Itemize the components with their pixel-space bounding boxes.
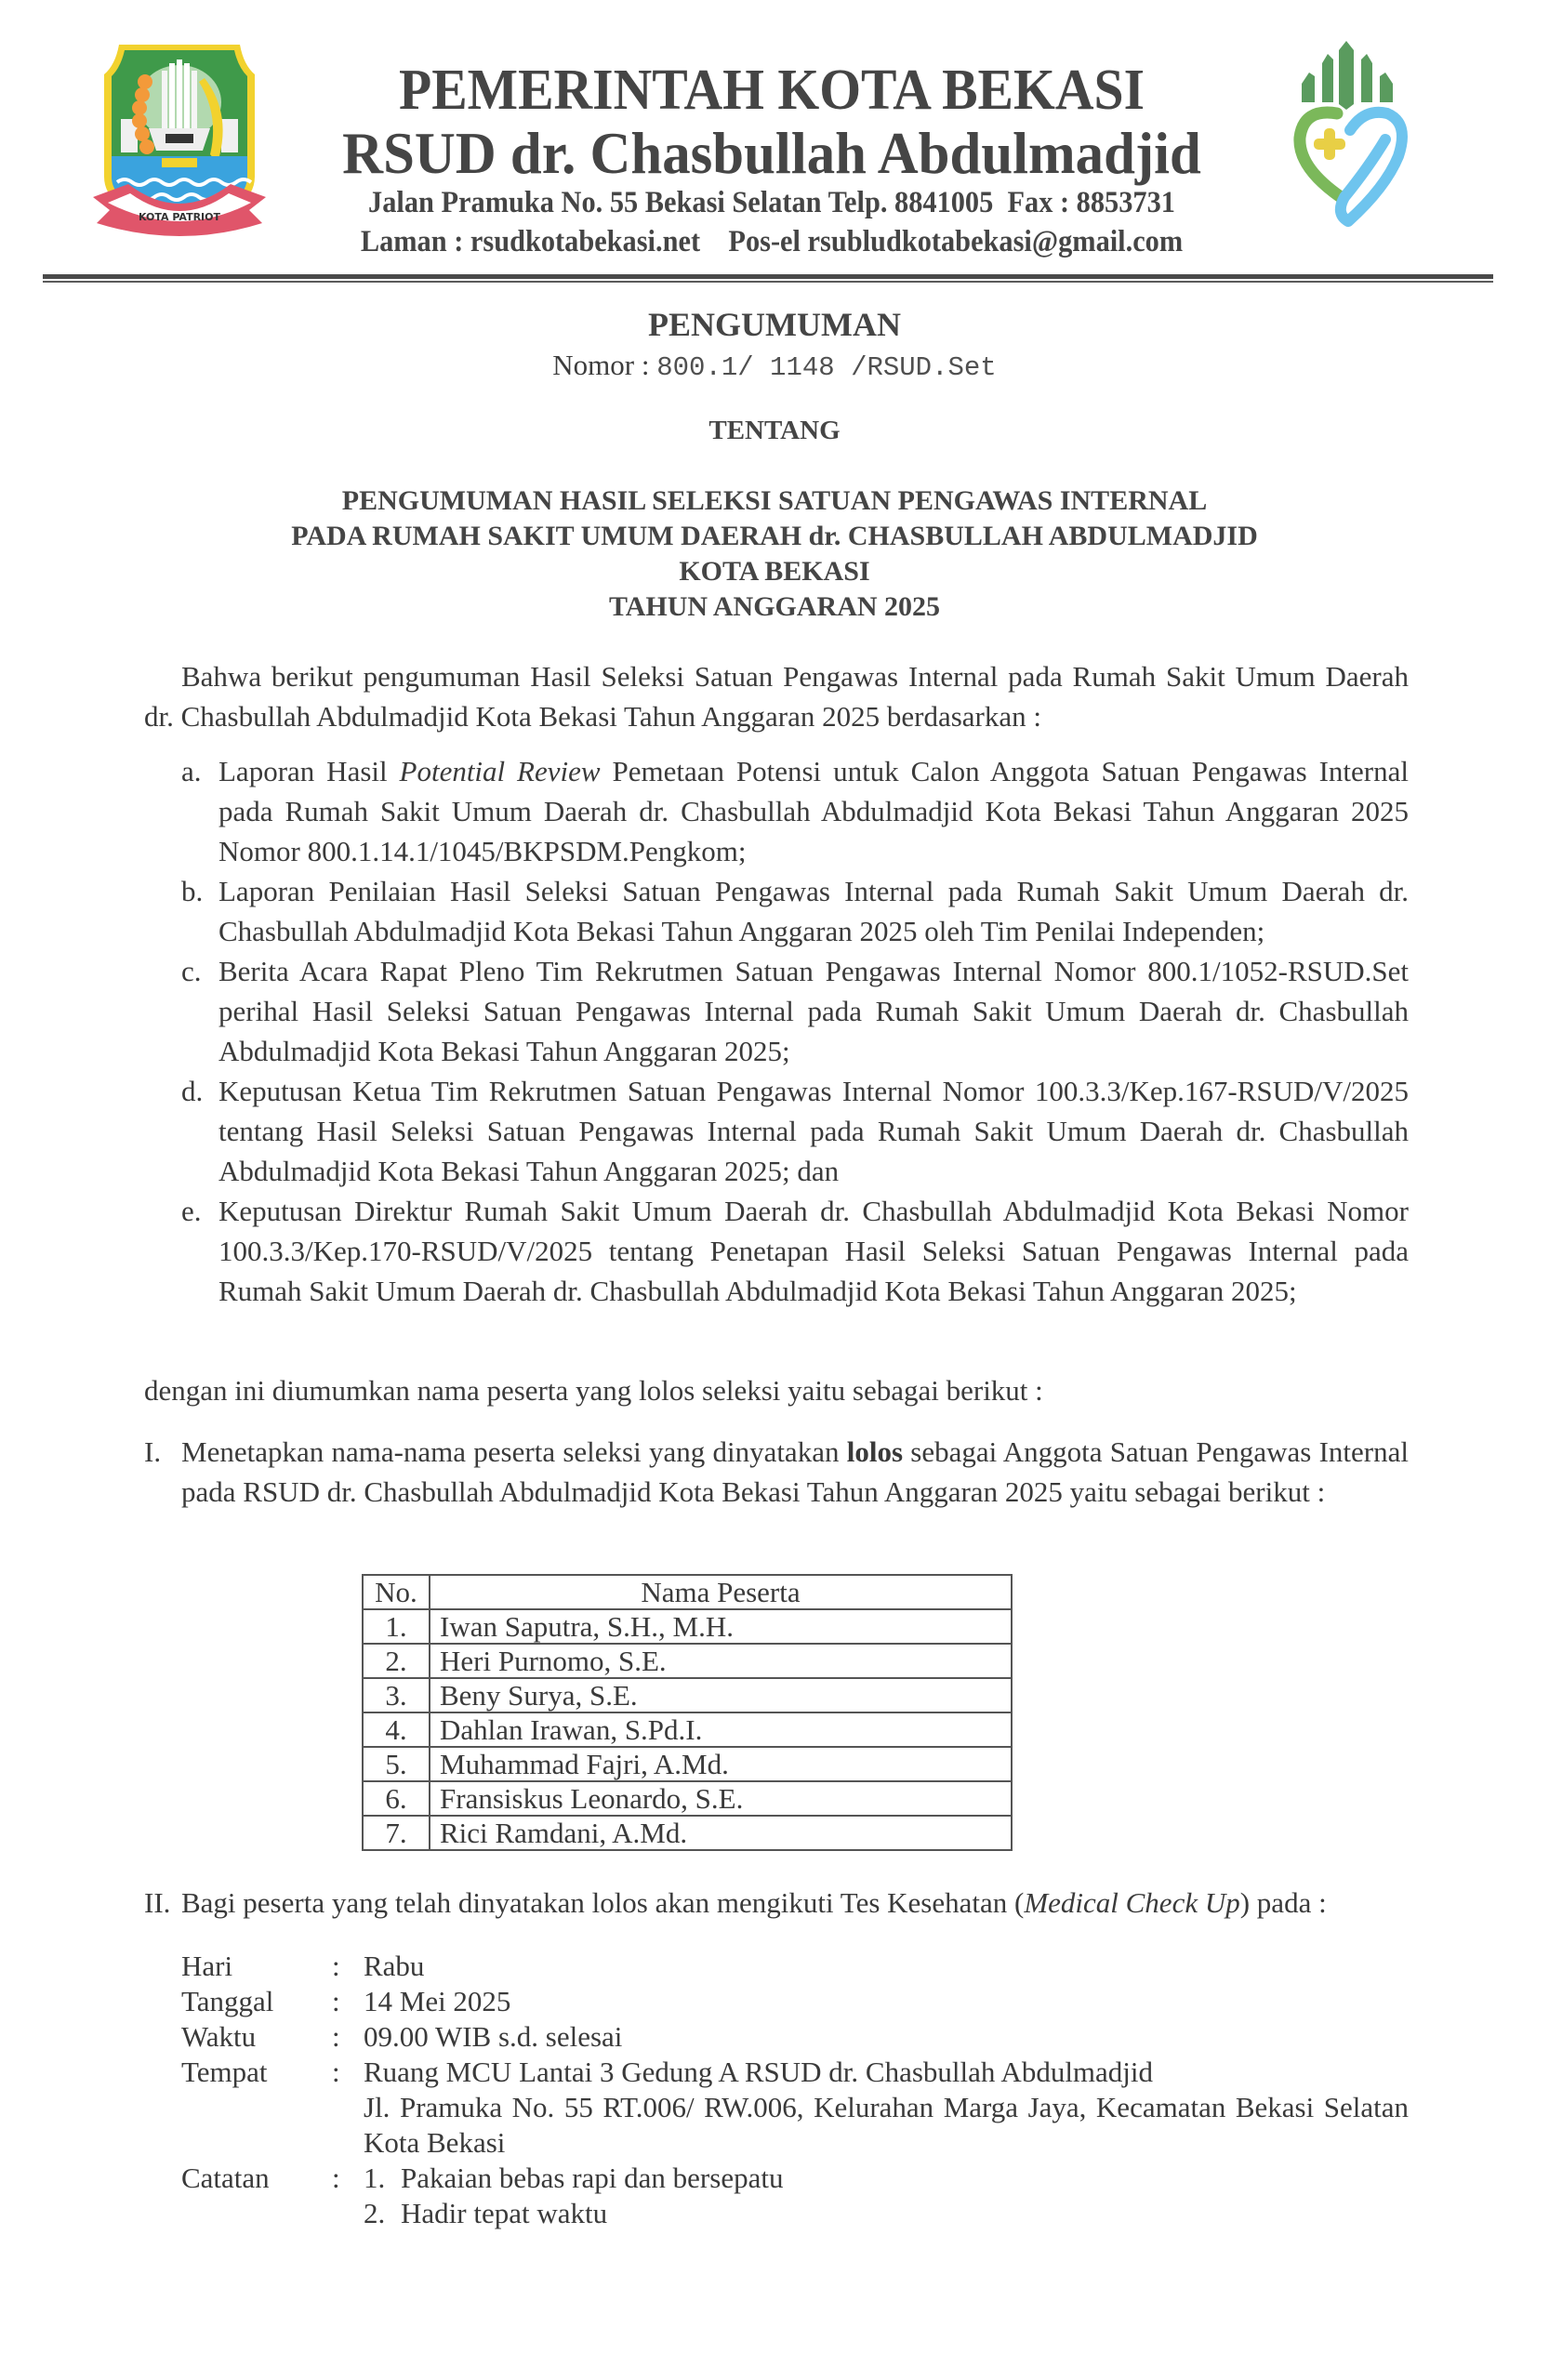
section-text: Bagi peserta yang telah dinyatakan lolos akan mengikuti Tes Kesehatan (	[181, 1886, 1025, 1919]
basis-text: Berita Acara Rapat Pleno Tim Rekrutmen Satuan Pengawas Internal Nomor 800.1/1052-RSUD.Set perihal Hasil Seleksi Satuan Pengawas Internal pada Rumah Sakit Umum Daerah dr. Chasbullah Abdulmadjid Kota Bekasi Tahun Anggaran 2025;	[218, 955, 1409, 1067]
subject-line: TAHUN ANGGARAN 2025	[608, 591, 941, 622]
schedule-label: Waktu	[181, 2020, 257, 2053]
participant-name: Fransiskus Leonardo, S.E.	[430, 1781, 1012, 1816]
section-text: ) pada :	[1239, 1886, 1327, 1919]
schedule-label: Catatan	[181, 2162, 270, 2194]
schedule-row-notes	[181, 2161, 1409, 2231]
basis-italic-term: Potential Review	[399, 755, 601, 787]
section-two	[144, 1883, 1409, 1923]
basis-text: Laporan Penilaian Hasil Seleksi Satuan Pengawas Internal pada Rumah Sakit Umum Daerah dr. Chasbullah Abdulmadjid Kota Bekasi Tahun Anggaran 2025 oleh Tim Penilai Independen;	[218, 875, 1409, 947]
table-row	[363, 1816, 1012, 1850]
schedule-colon: :	[332, 1985, 340, 2017]
schedule-value-place	[364, 2055, 1409, 2161]
table-row	[363, 1747, 1012, 1781]
note-item	[364, 2161, 1409, 2196]
note-number: 2.	[364, 2197, 386, 2229]
basis-item-c	[181, 951, 1409, 1071]
note-text: Hadir tepat waktu	[401, 2197, 608, 2229]
row-number: 6.	[363, 1781, 430, 1816]
schedule-value-time: 09.00 WIB s.d. selesai	[364, 2020, 623, 2053]
row-number: 2.	[363, 1644, 430, 1678]
document-number	[0, 349, 1549, 383]
list-marker: a.	[181, 755, 202, 787]
place-room: Ruang MCU Lantai 3 Gedung A RSUD dr. Chasbullah Abdulmadjid	[364, 2056, 1154, 2088]
row-number: 7.	[363, 1816, 430, 1850]
schedule-colon: :	[332, 1950, 340, 1982]
place-address: Jl. Pramuka No. 55 RT.006/ RW.006, Kelurahan Marga Jaya, Kecamatan Bekasi Selatan Kota Bekasi	[364, 2091, 1409, 2159]
schedule-colon: :	[332, 2056, 340, 2088]
document-title: PENGUMUMAN	[648, 306, 901, 343]
section-text: Menetapkan nama-nama peserta seleksi yang dinyatakan	[181, 1435, 847, 1468]
section-marker: I.	[144, 1435, 162, 1468]
section-one	[144, 1432, 1409, 1512]
basis-item-b	[181, 871, 1409, 951]
document-number-value: 800.1/ 1148 /RSUD.Set	[656, 352, 997, 383]
table-row	[363, 1678, 1012, 1712]
list-marker: d.	[181, 1075, 204, 1107]
table-row	[363, 1644, 1012, 1678]
mcu-schedule	[181, 1949, 1409, 2231]
kota-bekasi-emblem-logo	[91, 37, 268, 237]
emblem-ribbon-text: KOTA PATRIOT	[138, 211, 221, 223]
list-marker: c.	[181, 955, 202, 987]
letterhead-government: PEMERINTAH KOTA BEKASI	[398, 59, 1145, 122]
participants-table	[362, 1574, 1013, 1851]
row-number: 5.	[363, 1747, 430, 1781]
schedule-row-time	[181, 2019, 1409, 2055]
schedule-value-day: Rabu	[364, 1950, 425, 1982]
schedule-label: Hari	[181, 1950, 233, 1982]
heart-cross-logo-icon	[1276, 37, 1420, 232]
note-number: 1.	[364, 2162, 386, 2194]
participant-name: Iwan Saputra, S.H., M.H.	[430, 1609, 1012, 1644]
list-marker: b.	[181, 875, 204, 907]
section-text: sebagai Anggota Satuan Pengawas Internal pada RSUD dr. Chasbullah Abdulmadjid Kota Bekasi Tahun Anggaran 2025 yaitu sebagai berikut :	[181, 1435, 1409, 1508]
row-number: 3.	[363, 1678, 430, 1712]
participant-name: Dahlan Irawan, S.Pd.I.	[430, 1712, 1012, 1747]
section-marker: II.	[144, 1886, 171, 1919]
basis-item-e	[181, 1191, 1409, 1311]
schedule-row-place	[181, 2055, 1409, 2161]
basis-text: Laporan Hasil	[218, 755, 400, 787]
list-marker: e.	[181, 1195, 202, 1227]
emblem-icon	[91, 37, 268, 237]
subject-line: PADA RUMAH SAKIT UMUM DAERAH dr. CHASBULLAH ABDULMADJID	[291, 521, 1258, 551]
letterhead-divider-thick	[43, 274, 1493, 279]
column-header-no: No.	[363, 1575, 430, 1609]
participant-name: Rici Ramdani, A.Md.	[430, 1816, 1012, 1850]
schedule-colon: :	[332, 2162, 340, 2194]
table-row	[363, 1781, 1012, 1816]
subject-line: PENGUMUMAN HASIL SELEKSI SATUAN PENGAWAS INTERNAL	[341, 485, 1208, 516]
row-number: 1.	[363, 1609, 430, 1644]
schedule-label: Tempat	[181, 2056, 268, 2088]
schedule-row-day	[181, 1949, 1409, 1984]
table-header-row	[363, 1575, 1012, 1609]
schedule-value-date: 14 Mei 2025	[364, 1985, 511, 2017]
letterhead-hospital-name: RSUD dr. Chasbullah Abdulmadjid	[342, 120, 1201, 186]
schedule-notes	[364, 2161, 1409, 2231]
basis-text: Pemetaan Potensi untuk Calon Anggota Satuan Pengawas Internal pada Rumah Sakit Umum Daerah dr. Chasbullah Abdulmadjid Kota Bekasi Tahun Anggaran 2025 Nomor 800.1.14.1/1045/BKPSDM.Pengkom;	[218, 755, 1409, 867]
letterhead-address: Jalan Pramuka No. 55 Bekasi Selatan Telp. 8841005 Fax : 8853731	[368, 186, 1175, 219]
note-item	[364, 2196, 1409, 2231]
intro-paragraph: Bahwa berikut pengumuman Hasil Seleksi Satuan Pengawas Internal pada Rumah Sakit Umum Daerah dr. Chasbullah Abdulmadjid Kota Bekasi Tahun Anggaran 2025 berdasarkan :	[144, 660, 1409, 733]
participant-name: Muhammad Fajri, A.Md.	[430, 1747, 1012, 1781]
participant-name: Beny Surya, S.E.	[430, 1678, 1012, 1712]
schedule-colon: :	[332, 2020, 340, 2053]
participant-name: Heri Purnomo, S.E.	[430, 1644, 1012, 1678]
section-italic-term: Medical Check Up	[1024, 1886, 1240, 1919]
document-about-label: TENTANG	[708, 416, 841, 445]
basis-item-d	[181, 1071, 1409, 1191]
basis-text: Keputusan Direktur Rumah Sakit Umum Daerah dr. Chasbullah Abdulmadjid Kota Bekasi Nomor 100.3.3/Kep.170-RSUD/V/2025 tentang Penetapan Hasil Seleksi Satuan Pengawas Internal pada Rumah Sakit Umum Daerah dr. Chasbullah Abdulmadjid Kota Bekasi Tahun Anggaran 2025;	[218, 1195, 1409, 1307]
basis-text: Keputusan Ketua Tim Rekrutmen Satuan Pengawas Internal Nomor 100.3.3/Kep.167-RSUD/V/2025 tentang Hasil Seleksi Satuan Pengawas Internal pada Rumah Sakit Umum Daerah dr. Chasbullah Abdulmadjid Kota Bekasi Tahun Anggaran 2025; dan	[218, 1075, 1409, 1187]
table-row	[363, 1712, 1012, 1747]
note-text: Pakaian bebas rapi dan bersepatu	[401, 2162, 784, 2194]
document-number-label: Nomor :	[552, 349, 650, 381]
table-row	[363, 1609, 1012, 1644]
conclusion-paragraph: dengan ini diumumkan nama peserta yang lolos seleksi yaitu sebagai berikut :	[144, 1374, 1043, 1407]
row-number: 4.	[363, 1712, 430, 1747]
legal-basis-list	[181, 751, 1409, 1311]
section-bold-term: lolos	[846, 1435, 904, 1468]
rsud-hospital-logo	[1276, 37, 1420, 232]
schedule-row-date	[181, 1984, 1409, 2019]
letterhead-contact: Laman : rsudkotabekasi.net Pos-el rsubludkotabekasi@gmail.com	[360, 225, 1184, 258]
schedule-label: Tanggal	[181, 1985, 274, 2017]
basis-item-a	[181, 751, 1409, 871]
letterhead-divider-thin	[43, 281, 1493, 283]
column-header-name: Nama Peserta	[430, 1575, 1012, 1609]
subject-line: KOTA BEKASI	[679, 556, 870, 587]
